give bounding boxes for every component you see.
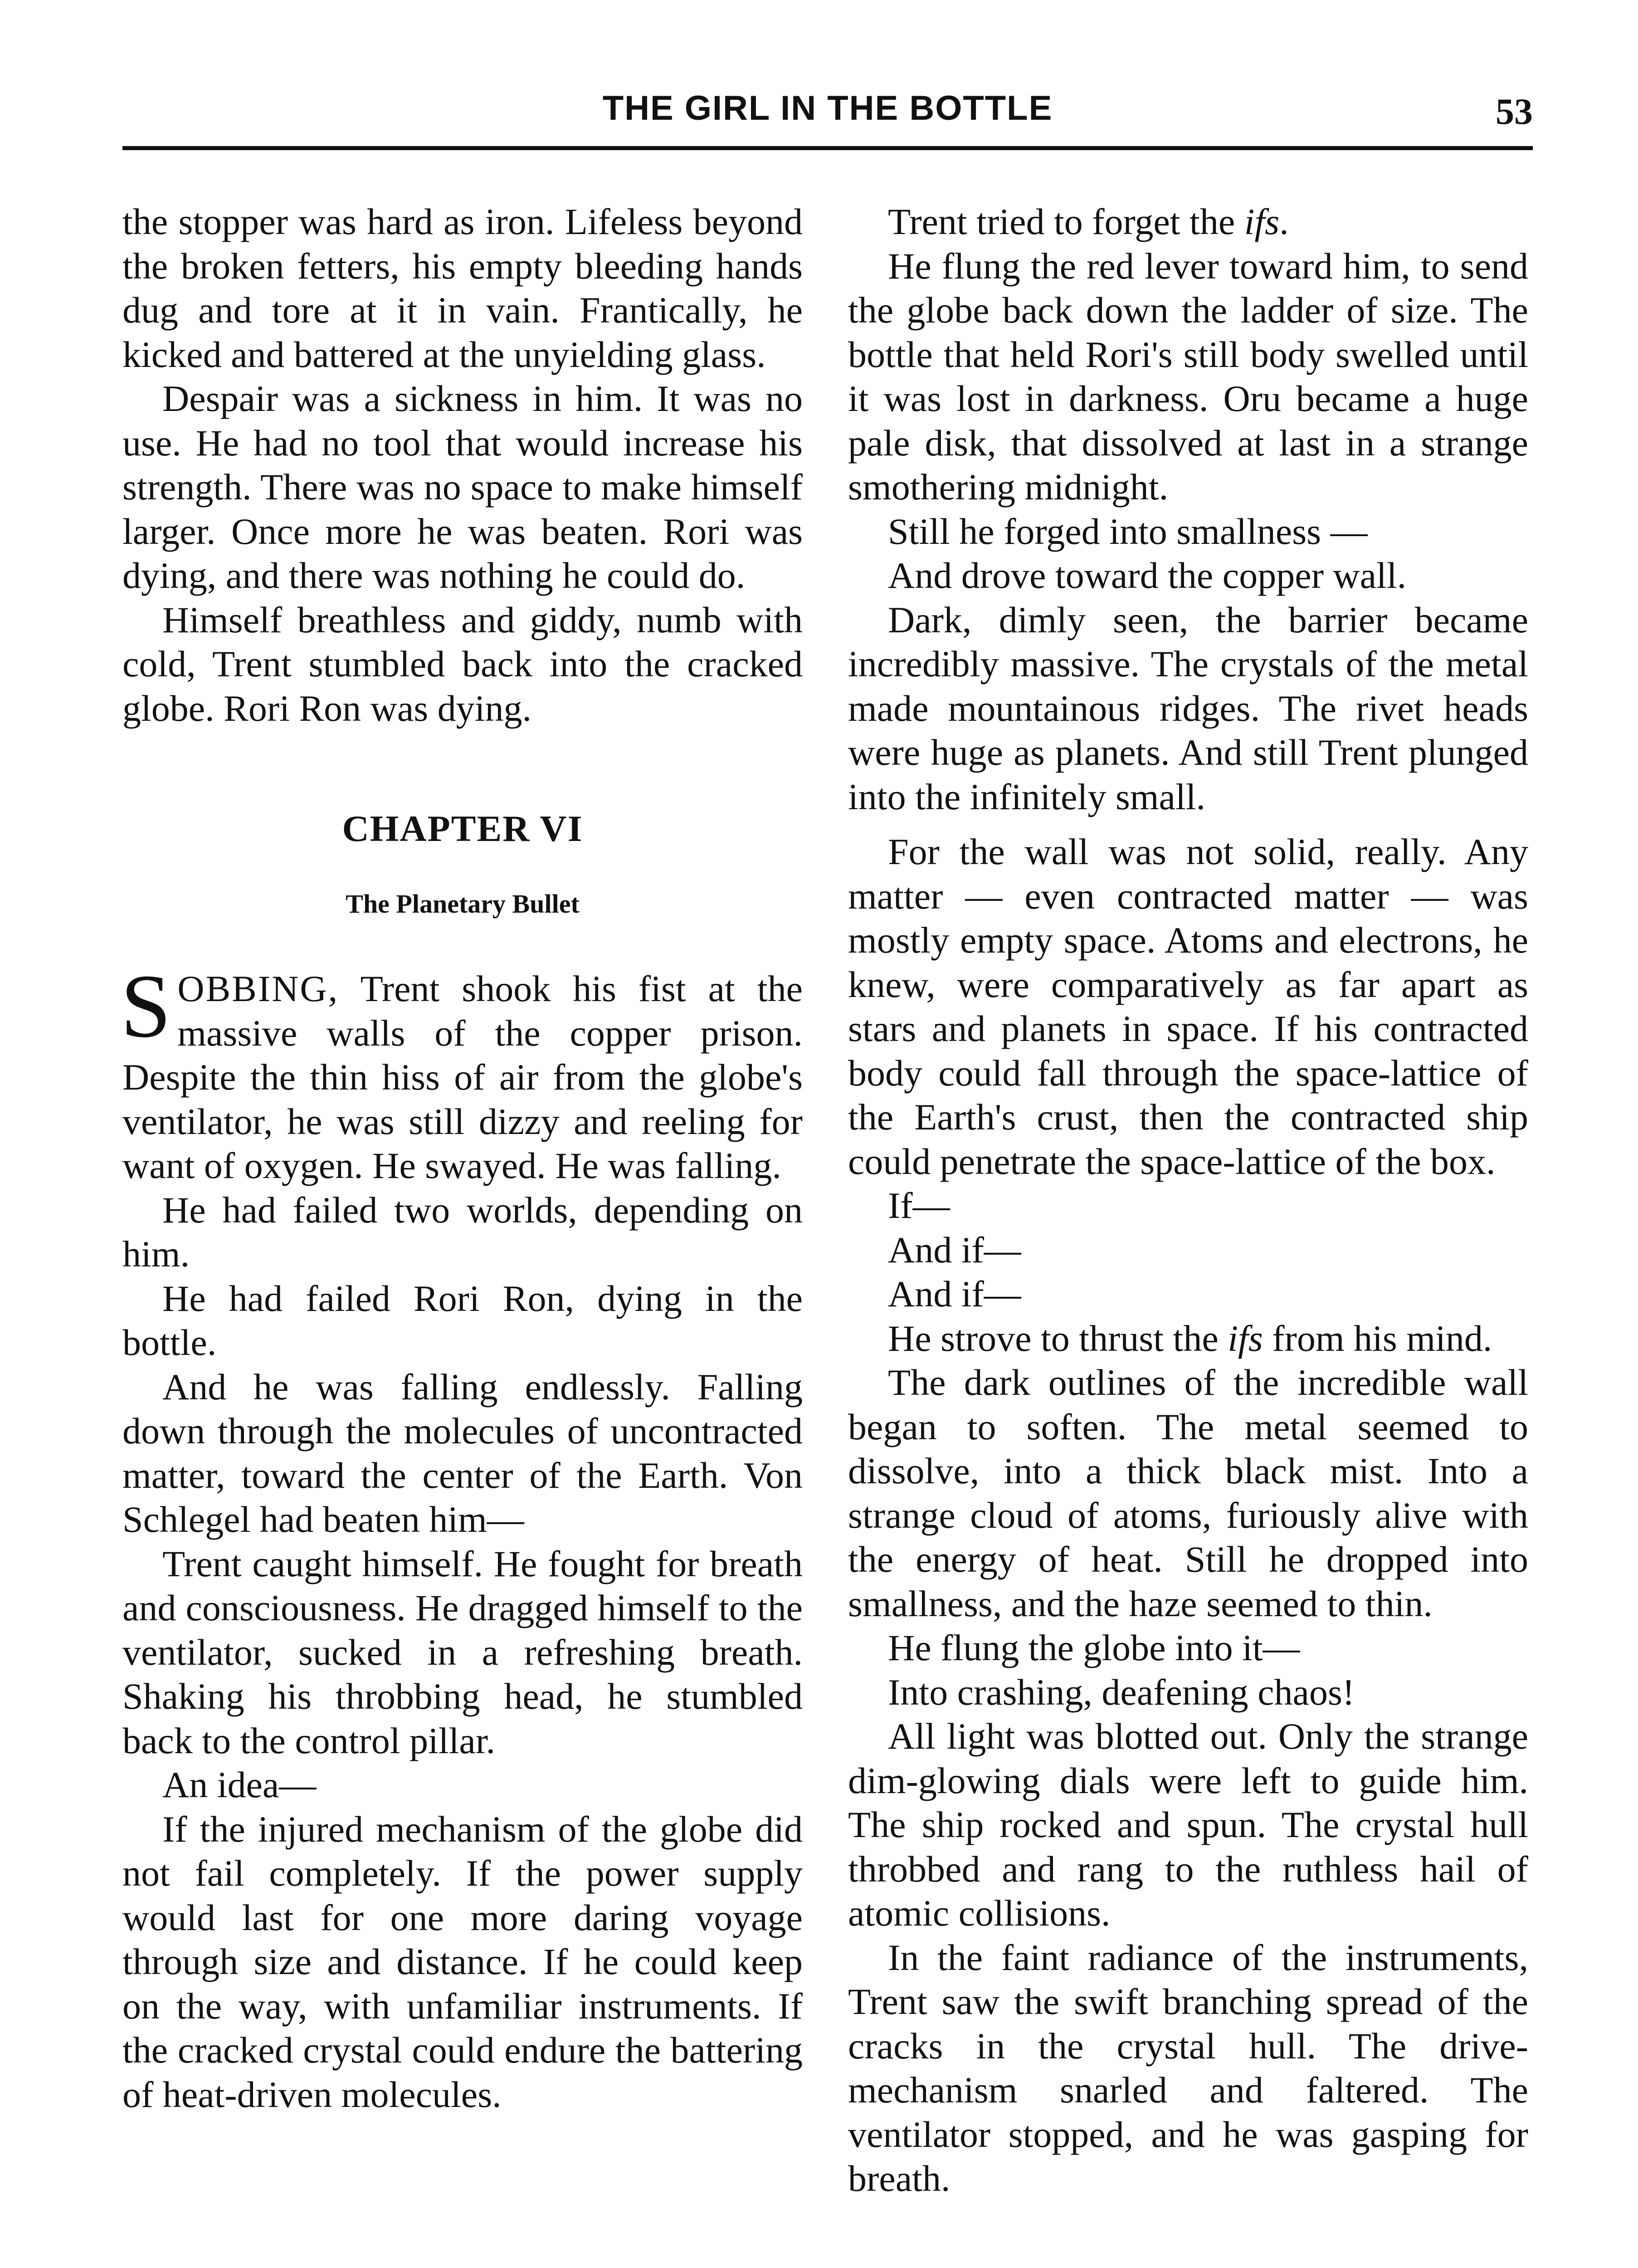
paragraph: And if—: [888, 1273, 1021, 1315]
chapter-subtitle: The Planetary Bullet: [346, 889, 580, 919]
paragraph: And drove toward the copper wall.: [888, 555, 1407, 596]
paragraph: Still he forged into smallness —: [888, 510, 1368, 552]
paragraph: All light was blotted out. Only the strange dim-glowing dials were left to guide him. The ship rocked and spun. The crystal hull throbbed and rang to the ruthless hail of atomic collisions.: [848, 1716, 1528, 1934]
running-title: THE GIRL IN THE BOTTLE: [602, 89, 1053, 127]
paragraph: If—: [888, 1185, 950, 1226]
paragraph: Dark, dimly seen, the barrier became incredibly massive. The crystals of the metal made mountainous ridges. The rivet heads were huge as planets. And still Trent plunged into the infinitely small.: [848, 599, 1528, 817]
paragraph: In the faint radiance of the instruments, Trent saw the swift branching spread of the cracks in the crystal hull. The drive-mechanism snarled and faltered. The ventilator stopped, and he was gasping for breath.: [848, 1936, 1528, 2199]
paragraph: Despair was a sickness in him. It was no use. He had no tool that would increase his strength. There was no space to make himself larger. Once more he was beaten. Rori was dying, and there was nothing he could do.: [122, 378, 803, 596]
emphasis-text: ifs: [1228, 1317, 1263, 1359]
paragraph-text: Trent tried to forget the: [888, 201, 1244, 242]
paragraph-text: .: [1279, 201, 1289, 242]
paragraph: He had failed Rori Ron, dying in the bottle.: [122, 1277, 803, 1363]
opening-smallcaps: OBBING,: [177, 968, 339, 1009]
paragraph: An idea—: [162, 1764, 317, 1805]
page-header: [122, 88, 1533, 152]
paragraph: the stopper was hard as iron. Lifeless beyond the broken fetters, his empty bleeding hands dug and tore at it in vain. Frantically, he kicked and battered at the unyielding glass.: [122, 201, 803, 375]
paragraph: The dark outlines of the incredible wall began to soften. The metal seemed to dissolve, into a thick black mist. Into a strange cloud of atoms, furiously alive with the energy of heat. Still he dropped into smallness, and the haze seemed to thin.: [848, 1362, 1528, 1624]
paragraph: Trent caught himself. He fought for breath and consciousness. He dragged himself to the ventilator, sucked in a refreshing breath. Shaking his throbbing head, he stumbled back to the control pillar.: [122, 1543, 803, 1761]
chapter-heading: CHAPTER VI: [342, 808, 583, 849]
paragraph: He flung the red lever toward him, to send the globe back down the ladder of size. The bottle that held Rori's still body swelled until it was lost in darkness. Oru became a huge pale disk, that dissolved at last in a strange smothering midnight.: [848, 245, 1528, 508]
paragraph: For the wall was not solid, really. Any matter — even contracted matter — was mostly empty space. Atoms and electrons, he knew, were comparatively as far apart as stars and planets in space. If his contracted body could fall through the space-lattice of the Earth's crust, then the contracted ship could penetrate the space-lattice of the box.: [848, 831, 1528, 1182]
paragraph: [848, 1316, 1528, 1361]
emphasis-text: ifs: [1244, 201, 1280, 242]
paragraph: [848, 200, 1528, 244]
paragraph-text: He strove to thrust the: [888, 1317, 1228, 1359]
paragraph: Into crashing, deafening chaos!: [888, 1671, 1355, 1713]
paragraph: And if—: [888, 1229, 1021, 1271]
opening-text: Trent shook his fist at the massive walls of the copper prison. Despite the thin hiss of air from the globe's ventilator, he was still dizzy and reeling for want of oxygen. He swayed. He was falling.: [122, 968, 803, 1186]
header-rule: [122, 146, 1533, 150]
chapter-opening-paragraph: [121, 956, 803, 1188]
right-column: [848, 200, 1528, 2201]
left-column: [122, 200, 803, 2116]
page-number: 53: [1496, 91, 1533, 132]
drop-cap: S: [121, 956, 171, 1056]
paragraph: He had failed two worlds, depending on him.: [122, 1189, 803, 1275]
paragraph: He flung the globe into it—: [888, 1627, 1300, 1668]
paragraph: And he was falling endlessly. Falling down through the molecules of uncontracted matter, toward the center of the Earth. Von Schlegel had beaten him—: [122, 1366, 803, 1540]
paragraph: If the injured mechanism of the globe did not fail completely. If the power supply would last for one more daring voyage through size and distance. If he could keep on the way, with unfamiliar instruments. If the cracked crystal could endure the battering of heat-driven molecules.: [122, 1808, 803, 2115]
paragraph: Himself breathless and giddy, numb with cold, Trent stumbled back into the cracked globe. Rori Ron was dying.: [122, 599, 803, 729]
paragraph-text: from his mind.: [1263, 1317, 1492, 1359]
